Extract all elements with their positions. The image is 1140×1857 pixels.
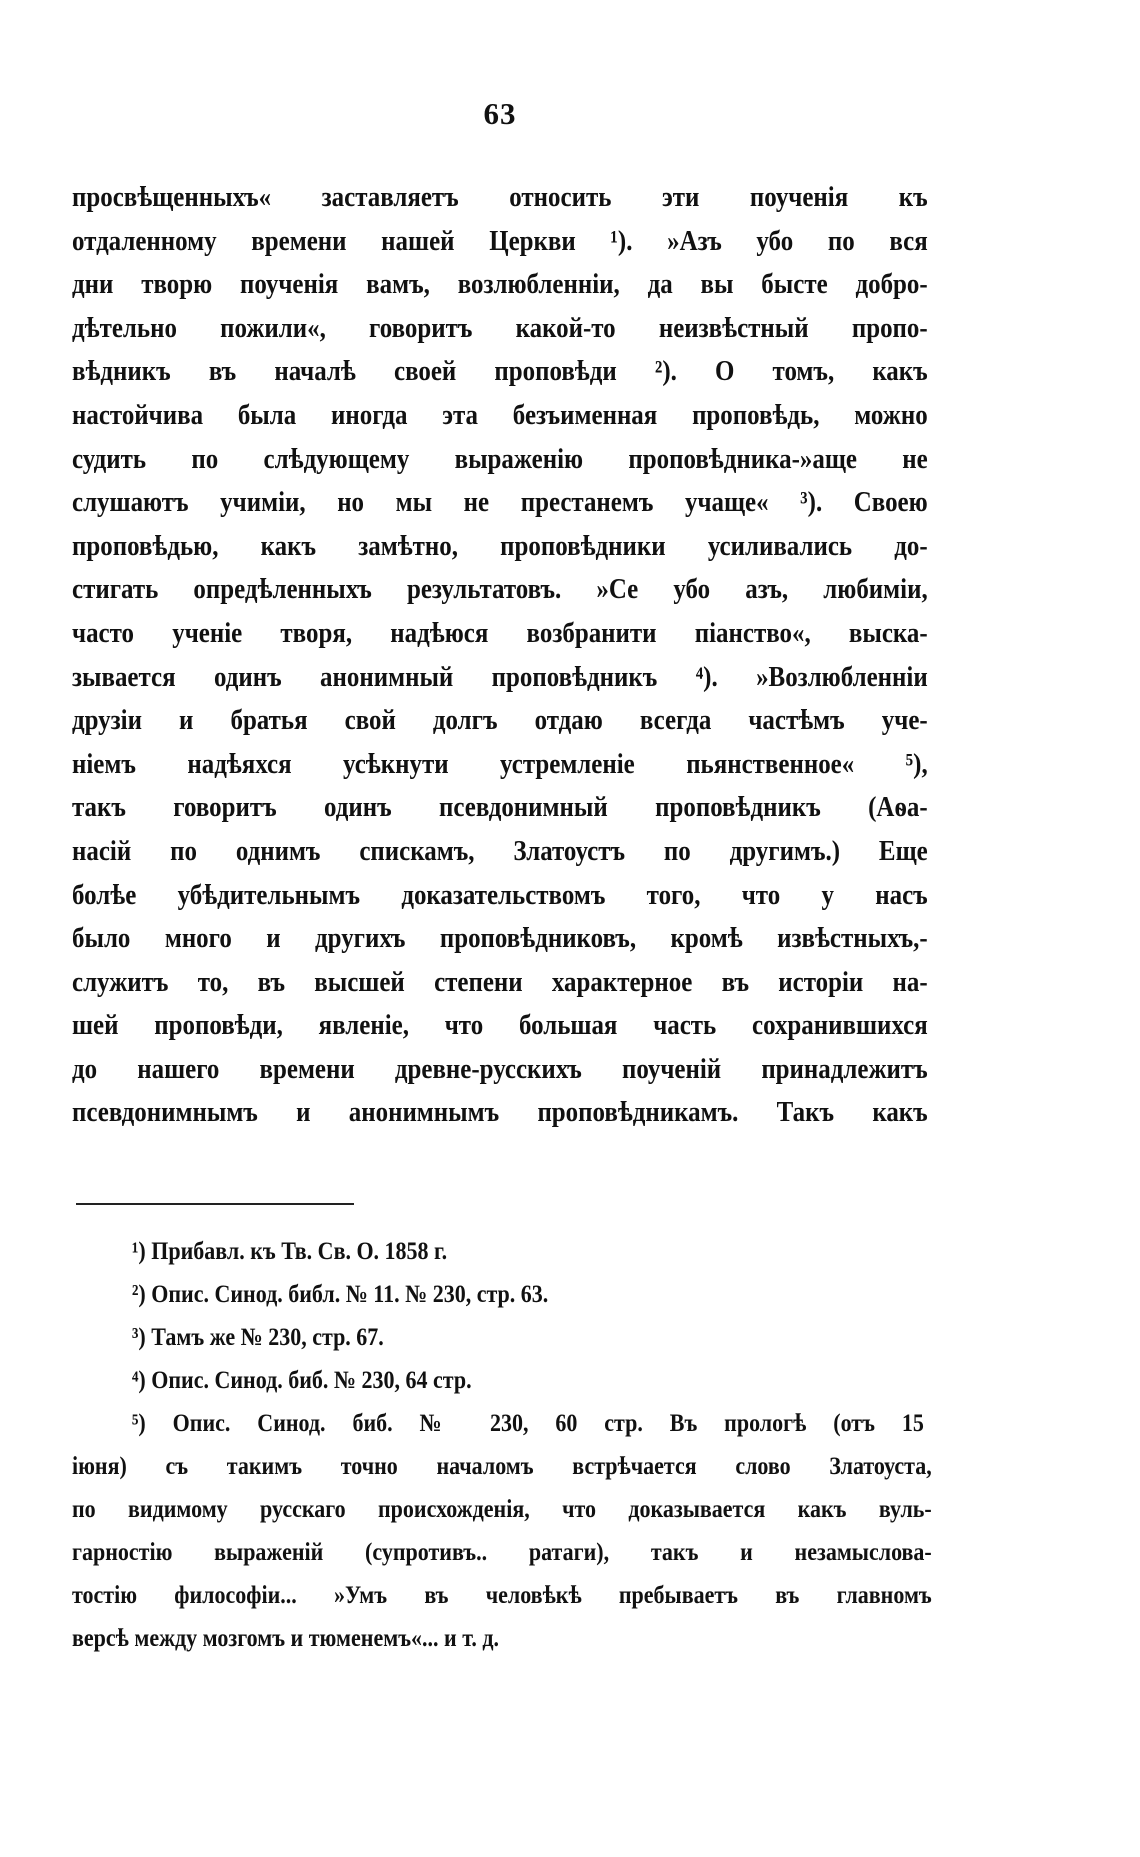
footnote-5: ⁵) Опис. Синод. биб. № 230, 60 стр. Въ прологѣ (отъ 15	[131, 1410, 924, 1437]
text-line: такъ говоритъ одинъ псевдонимный проповѣдникъ (Аѳа-	[72, 791, 928, 824]
footnote-5-continuation: по видимому русскаго происхожденія, что доказывается какъ вуль-	[72, 1496, 932, 1523]
text-line: дни творю поученія вамъ, возлюбленніи, да вы бысте добро-	[72, 268, 928, 301]
footnotes	[72, 1230, 932, 1660]
text-line: служитъ то, въ высшей степени характерное въ исторіи на-	[72, 965, 928, 998]
text-line: псевдонимнымъ и анонимнымъ проповѣдникамъ. Такъ какъ	[72, 1096, 928, 1129]
footnote-1: ¹) Прибавл. къ Тв. Св. О. 1858 г.	[131, 1238, 448, 1265]
text-line: просвѣщенныхъ« заставляетъ относить эти поученія къ	[72, 181, 928, 213]
page-number: 63	[483, 96, 517, 131]
text-line: шей проповѣди, явленіе, что большая часть сохранившихся	[72, 1009, 928, 1042]
text-line: дѣтельно пожили«, говоритъ какой-то неизвѣстный пропо-	[72, 311, 928, 344]
text-line: болѣе убѣдительнымъ доказательствомъ того, что у насъ	[72, 878, 928, 911]
text-line: стигать опредѣленныхъ результатовъ. »Се убо азъ, любиміи,	[72, 573, 928, 606]
main-text	[72, 176, 928, 1135]
text-line: друзіи и братья свой долгъ отдаю всегда частѣмъ уче-	[72, 704, 928, 737]
text-line: часто ученіе творя, надѣюся возбранити піанство«, выска-	[72, 616, 928, 649]
text-line: судить по слѣдующему выраженію проповѣдника-»аще не	[72, 442, 928, 475]
text-line: зывается одинъ анонимный проповѣдникъ ⁴). »Возлюбленніи	[72, 660, 928, 693]
footnote-3: ³) Тамъ же № 230, стр. 67.	[131, 1324, 384, 1351]
footnote-5-continuation: версѣ между мозгомъ и тюменемъ«... и т. д.	[72, 1625, 500, 1652]
text-line: проповѣдью, какъ замѣтно, проповѣдники усиливались до-	[72, 529, 928, 562]
text-line: вѣдникъ въ началѣ своей проповѣди ²). О томъ, какъ	[72, 355, 928, 388]
footnote-5-continuation: гарностію выраженій (супротивъ.. ратаги), такъ и незамыслова-	[72, 1539, 932, 1566]
text-line: отдаленному времени нашей Церкви ¹). »Азъ убо по вся	[72, 224, 928, 257]
footnote-2: ²) Опис. Синод. библ. № 11. № 230, стр. 63.	[131, 1281, 549, 1308]
footnote-divider	[76, 1203, 354, 1205]
footnote-5-continuation: тостію философіи... »Умъ въ человѣкѣ пребываетъ въ главномъ	[72, 1582, 932, 1609]
footnote-5-continuation: іюня) съ такимъ точно началомъ встрѣчается слово Златоуста,	[72, 1453, 932, 1480]
footnote-4: ⁴) Опис. Синод. биб. № 230, 64 стр.	[131, 1367, 472, 1394]
text-line: настойчива была иногда эта безъименная проповѣдь, можно	[72, 398, 928, 431]
text-line: насій по однимъ спискамъ, Златоустъ по другимъ.) Еще	[72, 834, 928, 867]
text-line: ніемъ надѣяхся усѣкнути устремленіе пьянственное« ⁵),	[72, 747, 928, 780]
text-line: было много и другихъ проповѣдниковъ, кромѣ извѣстныхъ,-	[72, 922, 928, 955]
text-line: до нашего времени древне-русскихъ поученій принадлежитъ	[72, 1052, 928, 1085]
text-line: слушаютъ учиміи, но мы не престанемъ учаще« ³). Своею	[72, 486, 928, 519]
